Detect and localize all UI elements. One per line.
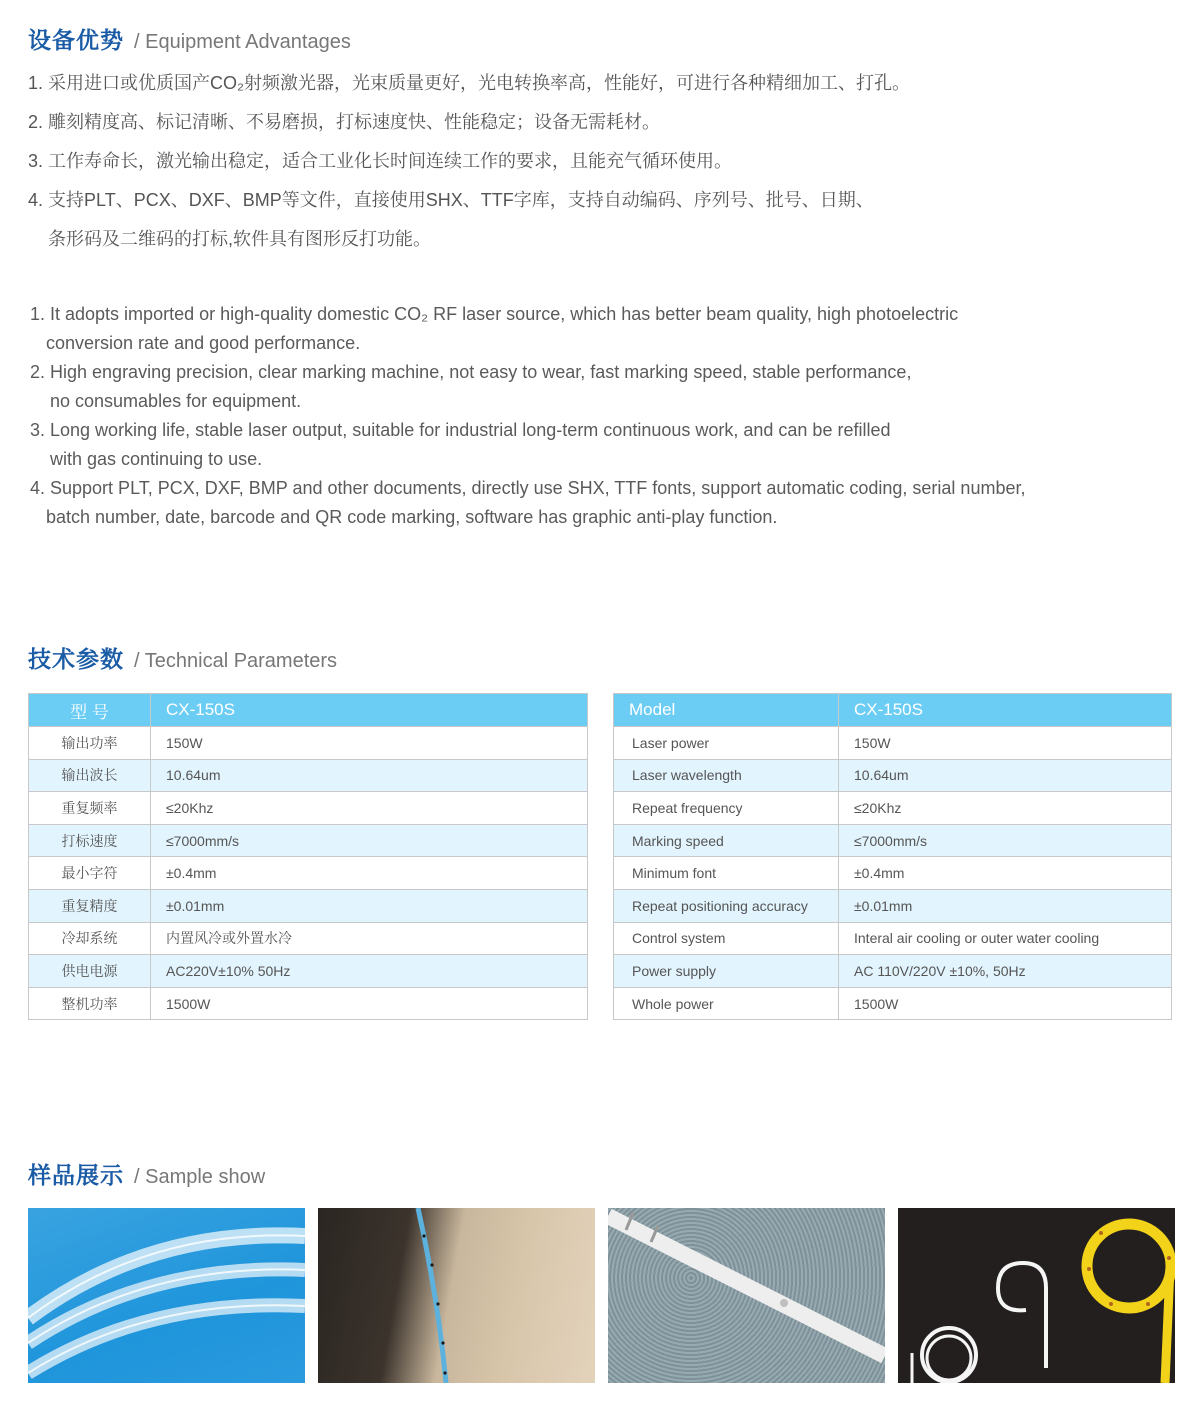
param-value: Interal air cooling or outer water cooling xyxy=(839,922,1172,955)
list-item: 3. Long working life, stable laser output, suitable for industrial long-term continuous work, and can be refilled xyxy=(30,420,891,440)
table-row xyxy=(614,792,1172,825)
list-item-continuation: 条形码及二维码的打标,软件具有图形反打功能。 xyxy=(48,229,431,249)
header-cell: CX-150S xyxy=(839,694,1172,727)
list-item: 1. 采用进口或优质国产CO₂射频激光器，光束质量更好，光电转换率高，性能好，可进行各种精细加工、打孔。 xyxy=(28,73,910,93)
param-name: Marking speed xyxy=(614,824,839,857)
param-name: Laser power xyxy=(614,727,839,760)
param-value: 1500W xyxy=(151,987,588,1020)
heading-cn: 设备优势 xyxy=(28,27,124,53)
table-row xyxy=(29,889,588,922)
spec-table-cn xyxy=(28,693,588,1020)
sample-show-heading xyxy=(28,1157,265,1190)
table-row xyxy=(29,759,588,792)
param-name: 重复频率 xyxy=(29,792,151,825)
heading-en: / Equipment Advantages xyxy=(134,31,351,53)
sample-image-clear-tubing xyxy=(28,1208,305,1383)
param-name: 输出波长 xyxy=(29,759,151,792)
spec-table-en xyxy=(613,693,1172,1020)
param-value: 150W xyxy=(151,727,588,760)
table-row xyxy=(614,889,1172,922)
table-row xyxy=(614,987,1172,1020)
list-item: 3. 工作寿命长，激光输出稳定，适合工业化长时间连续工作的要求，且能充气循环使用。 xyxy=(28,151,733,171)
table-row xyxy=(29,922,588,955)
list-item-continuation: with gas continuing to use. xyxy=(50,449,263,469)
param-value: 150W xyxy=(839,727,1172,760)
table-row xyxy=(29,857,588,890)
list-item: 1. It adopts imported or high-quality domestic CO₂ RF laser source, which has better beam quality, high photoelectric xyxy=(30,304,959,324)
table-row xyxy=(29,955,588,988)
param-value: ≤20Khz xyxy=(151,792,588,825)
param-value: ≤7000mm/s xyxy=(839,824,1172,857)
param-name: Control system xyxy=(614,922,839,955)
param-value: ±0.4mm xyxy=(839,857,1172,890)
equipment-advantages-heading xyxy=(28,22,351,55)
header-cell: CX-150S xyxy=(151,694,588,727)
param-value: 10.64um xyxy=(839,759,1172,792)
table-row xyxy=(614,727,1172,760)
table-row xyxy=(614,857,1172,890)
table-row xyxy=(29,987,588,1020)
param-name: 最小字符 xyxy=(29,857,151,890)
param-value: AC220V±10% 50Hz xyxy=(151,955,588,988)
advantages-cn-list xyxy=(28,64,910,259)
advantages-en-list xyxy=(30,300,1025,532)
param-name: Minimum font xyxy=(614,857,839,890)
param-value: ±0.01mm xyxy=(151,889,588,922)
table-header-row xyxy=(614,694,1172,727)
table-header-row xyxy=(29,694,588,727)
list-item-continuation: batch number, date, barcode and QR code marking, software has graphic anti-play function. xyxy=(46,507,778,527)
param-name: 打标速度 xyxy=(29,824,151,857)
list-item: 4. Support PLT, PCX, DXF, BMP and other documents, directly use SHX, TTF fonts, support automatic coding, serial number, xyxy=(30,478,1026,498)
table-row xyxy=(29,727,588,760)
param-value: AC 110V/220V ±10%, 50Hz xyxy=(839,955,1172,988)
header-cell: Model xyxy=(614,694,839,727)
param-value: ±0.4mm xyxy=(151,857,588,890)
list-item: 4. 支持PLT、PCX、DXF、BMP等文件，直接使用SHX、TTF字库，支持自动编码、序列号、批号、日期、 xyxy=(28,190,874,210)
sample-gallery xyxy=(28,1208,1175,1383)
header-cell: 型 号 xyxy=(29,694,151,727)
param-name: Laser wavelength xyxy=(614,759,839,792)
heading-cn: 样品展示 xyxy=(28,1162,124,1188)
param-value: ±0.01mm xyxy=(839,889,1172,922)
table-row xyxy=(614,824,1172,857)
param-name: 输出功率 xyxy=(29,727,151,760)
param-value: ≤7000mm/s xyxy=(151,824,588,857)
list-item: 2. High engraving precision, clear marking machine, not easy to wear, fast marking speed, stable performance, xyxy=(30,362,912,382)
param-name: 整机功率 xyxy=(29,987,151,1020)
table-row xyxy=(614,955,1172,988)
param-name: 供电电源 xyxy=(29,955,151,988)
param-name: 重复精度 xyxy=(29,889,151,922)
param-value: 10.64um xyxy=(151,759,588,792)
sample-image-blue-catheter xyxy=(318,1208,595,1383)
param-name: Repeat positioning accuracy xyxy=(614,889,839,922)
table-row xyxy=(614,922,1172,955)
sample-image-pigtail-catheters xyxy=(898,1208,1175,1383)
sample-image-white-tube xyxy=(608,1208,885,1383)
param-value: 内置风冷或外置水冷 xyxy=(151,922,588,955)
param-name: Whole power xyxy=(614,987,839,1020)
heading-en: / Sample show xyxy=(134,1166,266,1188)
param-value: 1500W xyxy=(839,987,1172,1020)
list-item: 2. 雕刻精度高、标记清晰、不易磨损，打标速度快、性能稳定；设备无需耗材。 xyxy=(28,112,661,132)
heading-en: / Technical Parameters xyxy=(134,650,338,672)
param-name: Power supply xyxy=(614,955,839,988)
list-item-continuation: no consumables for equipment. xyxy=(50,391,302,411)
list-item-continuation: conversion rate and good performance. xyxy=(46,333,361,353)
param-value: ≤20Khz xyxy=(839,792,1172,825)
heading-cn: 技术参数 xyxy=(28,646,124,672)
param-name: Repeat frequency xyxy=(614,792,839,825)
table-row xyxy=(29,792,588,825)
table-row xyxy=(614,759,1172,792)
technical-parameters-heading xyxy=(28,641,337,674)
param-name: 冷却系统 xyxy=(29,922,151,955)
table-row xyxy=(29,824,588,857)
